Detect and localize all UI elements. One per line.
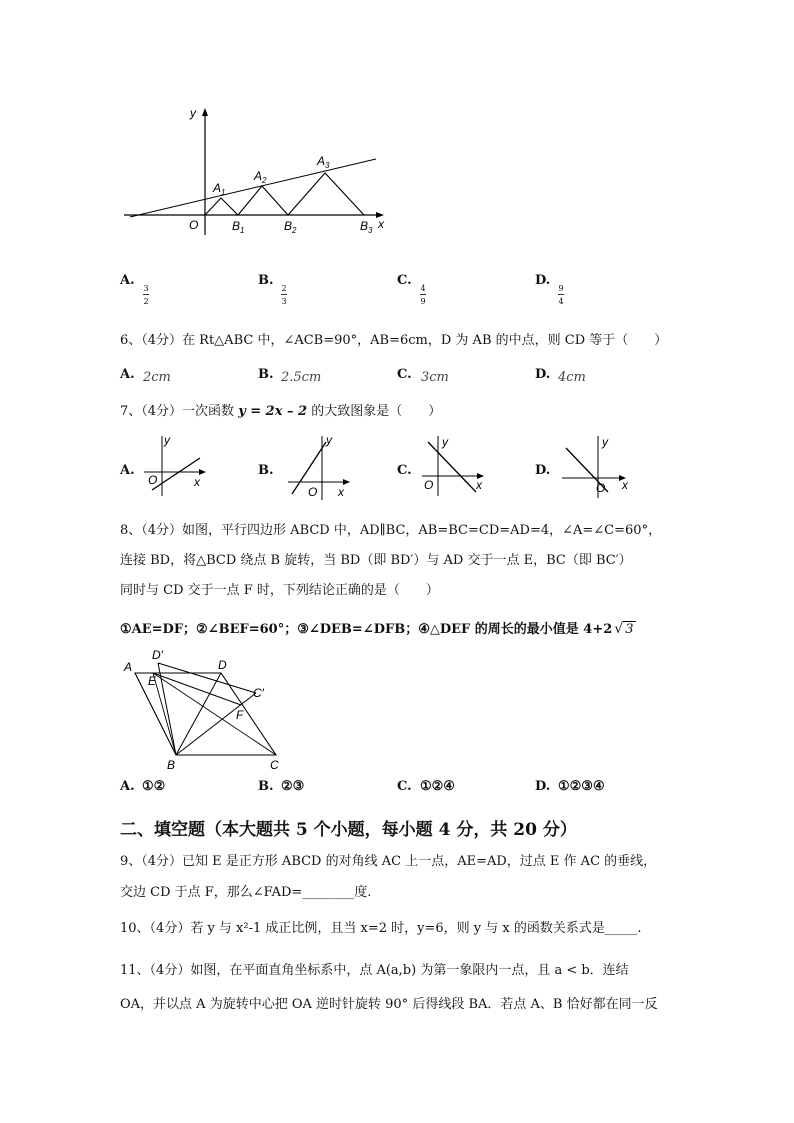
q7-graph-a	[140, 432, 210, 500]
q5-option-b-den: 3	[281, 297, 287, 306]
fig-b: B	[167, 758, 176, 770]
q8-option-a-text: ①②	[142, 779, 166, 794]
q6-option-a-text: 2cm	[143, 370, 171, 385]
fig-d: D	[218, 658, 227, 672]
q8-option-d-label: D.	[535, 779, 551, 794]
q7d-x: x	[622, 478, 628, 492]
fig-c: C	[270, 758, 279, 770]
section-2-title: 二、填空题（本大题共 5 个小题，每小题 4 分，共 20 分）	[120, 820, 577, 840]
q8-figure	[118, 645, 298, 770]
q5-option-a-bar	[143, 294, 149, 295]
q7-stem	[120, 403, 441, 420]
q9-line2: 交边 CD 于点 F，那么∠FAD=________度.	[120, 885, 372, 900]
q7b-y: y	[326, 433, 332, 447]
q8-option-c-text: ①②④	[420, 779, 455, 794]
q8-option-d-text: ①②③④	[558, 779, 605, 794]
q7-graph-b	[284, 432, 354, 502]
q11-line1: 11、（4分）如图，在平面直角坐标系中，点 A(a,b) 为第一象限内一点，且 a < b．连结	[120, 963, 629, 978]
q5-option-c-den: 9	[420, 297, 426, 306]
fig-f: F	[236, 708, 244, 722]
segment-dpcp	[158, 663, 256, 693]
q7-option-a-label: A.	[120, 463, 135, 478]
q8-line1: 8、（4分）如图，平行四边形 ABCD 中，AD∥BC，AB=BC=CD=AD=4，∠A=∠C=60°，	[120, 523, 662, 538]
q5-option-d-num: 9	[558, 284, 564, 293]
q7c-x: x	[476, 478, 482, 492]
q5-option-c-num: 4	[420, 284, 426, 293]
q5-option-d-den: 4	[558, 297, 564, 306]
q7-stem-post: 的大致图象是（ ）	[307, 404, 442, 419]
q6-option-d-label: D.	[535, 367, 551, 382]
x-axis-label: x	[378, 217, 384, 231]
fig-e: E	[148, 674, 157, 688]
segment-ef	[153, 673, 241, 705]
q5-option-a-num: 3	[143, 284, 149, 293]
q5-option-d-label: D.	[535, 273, 551, 288]
point-b3: $B_3$	[360, 219, 373, 235]
q6-option-a-label: A.	[120, 367, 135, 382]
q7-formula: y = 2x – 2	[238, 404, 308, 419]
q7-option-b-label: B.	[258, 463, 274, 478]
q8-statements	[120, 618, 636, 637]
q5-option-c-label: C.	[397, 273, 412, 288]
q7-option-d-label: D.	[535, 463, 551, 478]
y-axis-label: y	[190, 106, 196, 120]
q8-line3: 同时与 CD 交于一点 F 时，下列结论正确的是（ ）	[120, 583, 439, 598]
fig-a: A	[124, 660, 133, 674]
q11-line2: OA，并以点 A 为旋转中心把 OA 逆时针旋转 90° 后得线段 BA．若点 A、B 恰好都在同一反	[120, 997, 658, 1012]
y-axis-arrow	[202, 108, 208, 116]
q5-option-b-bar	[281, 294, 287, 295]
q9-line1: 9、（4分）已知 E 是正方形 ABCD 的对角线 AC 上一点，AE=AD，过点 E 作 AC 的垂线，	[120, 854, 657, 869]
q7-graph-c	[418, 432, 490, 498]
q6-option-c-text: 3cm	[421, 370, 449, 385]
q10-text: 10、（4分）若 y 与 x²-1 成正比例，且当 x=2 时，y=6，则 y 与 x 的函数关系式是_____.	[120, 921, 642, 936]
q6-option-c-label: C.	[397, 367, 412, 382]
q8-option-c-label: C.	[397, 779, 412, 794]
origin-label: O	[189, 218, 199, 232]
q7a-y: y	[164, 433, 170, 447]
sqrt-value: 3	[625, 622, 634, 637]
point-a1: $A_1$	[213, 181, 226, 197]
q5-option-c-bar	[420, 294, 426, 295]
q8-option-a-label: A.	[120, 779, 135, 794]
q5-figure	[118, 100, 398, 240]
point-a2: $A_2$	[254, 169, 267, 185]
point-b1: $B_1$	[232, 219, 245, 235]
q6-option-b-text: 2.5cm	[281, 370, 322, 385]
q7b-x: x	[338, 485, 344, 499]
segment-eb	[153, 673, 176, 755]
q7-stem-pre: 7、（4分）一次函数	[120, 404, 239, 419]
q6-option-d-text: 4cm	[558, 370, 586, 385]
q8-option-b-text: ②③	[281, 779, 305, 794]
q7a-x: x	[194, 475, 200, 489]
segment-bdp	[158, 663, 176, 755]
q5-option-a-label: A.	[120, 273, 135, 288]
q7-graph-d	[558, 432, 634, 500]
q7c-y: y	[442, 435, 448, 449]
fig-dp: D′	[152, 648, 163, 662]
point-b2: $B_2$	[284, 219, 297, 235]
q6-stem: 6、（4分）在 Rt△ABC 中，∠ACB=90°，AB=6cm，D 为 AB 的中点，则 CD 等于（ ）	[120, 333, 668, 348]
segment-bcp	[176, 693, 256, 755]
q7c-o: O	[424, 478, 434, 492]
fig-cp: C′	[253, 686, 264, 700]
q7b-o: O	[308, 485, 318, 499]
q7d-o: O	[596, 481, 606, 495]
q7a-o: O	[148, 473, 158, 487]
sqrt-sign: √	[614, 621, 624, 637]
q8-statements-text: ①AE=DF；②∠BEF=60°；③∠DEB=∠DFB；④△DEF 的周长的最小值是 4+2	[120, 622, 613, 637]
q5-option-b-label: B.	[258, 273, 274, 288]
q8-line2: 连接 BD，将△BCD 绕点 B 旋转，当 BD（即 BD′）与 AD 交于一点 E，BC（即 BC′）	[120, 553, 632, 568]
q5-option-d-bar	[558, 294, 564, 295]
q6-option-b-label: B.	[258, 367, 274, 382]
point-a3: $A_3$	[317, 154, 330, 170]
q8-option-b-label: B.	[258, 779, 274, 794]
q7-option-c-label: C.	[397, 463, 412, 478]
q5-option-b-num: 2	[281, 284, 287, 293]
q5-option-a-den: 2	[143, 297, 149, 306]
q7d-y: y	[602, 435, 608, 449]
